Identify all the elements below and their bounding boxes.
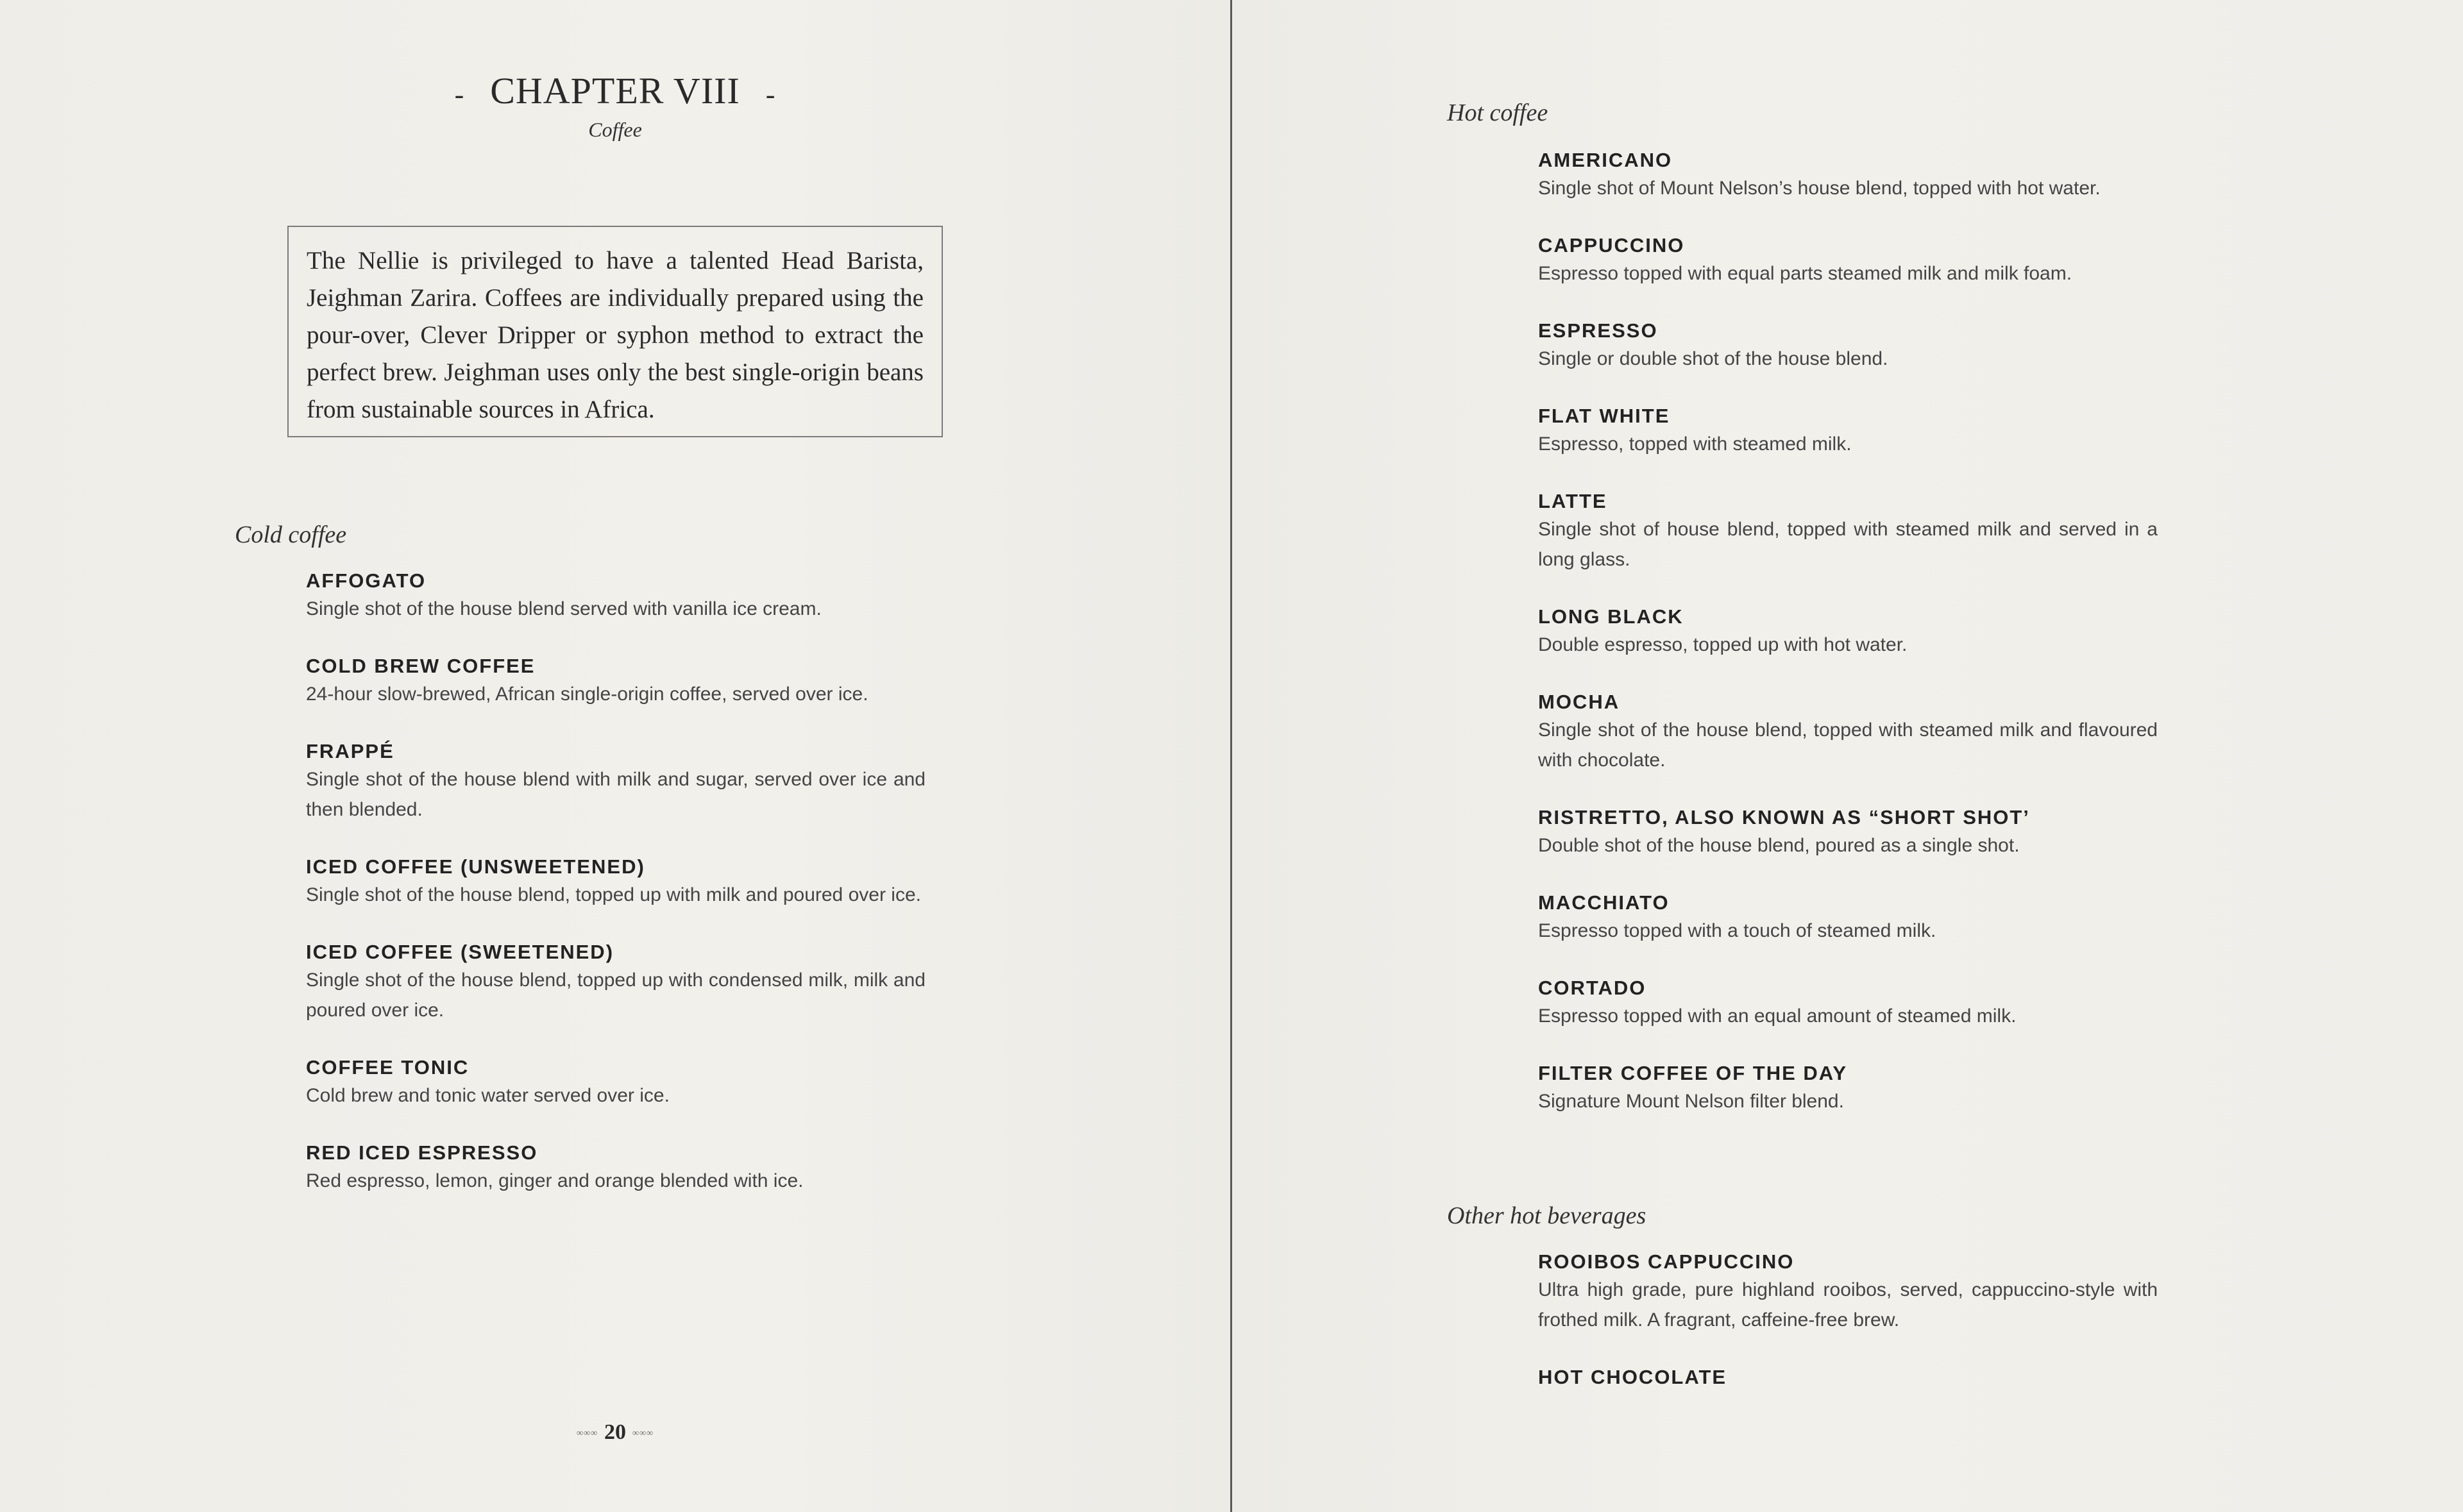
menu-item-description: Single shot of the house blend served with vanilla ice cream. [306,598,822,619]
menu-item-description: 24-hour slow-brewed, African single-origin coffee, served over ice. [306,684,868,705]
menu-item-name: MACCHIATO [1538,891,1670,914]
menu-item-name: FLAT WHITE [1538,405,1670,427]
menu-item-name: ESPRESSO [1538,319,1658,342]
menu-item [1538,147,2158,203]
page-ornament-right: ∞∞∞ [632,1429,654,1439]
cold-coffee-list [306,568,926,1225]
right-page [1233,0,2463,1512]
menu-item [1538,689,2158,775]
menu-item-name: RISTRETTO, ALSO KNOWN AS “SHORT SHOT’ [1538,806,2030,828]
menu-item-description: Espresso topped with an equal amount of steamed milk. [1538,1005,2017,1027]
menu-item-name: MOCHA [1538,691,1620,713]
menu-item-name: LONG BLACK [1538,605,1684,628]
menu-item-description: Signature Mount Nelson filter blend. [1538,1091,1844,1112]
menu-item-description: Single shot of the house blend, topped up with milk and poured over ice. [306,884,921,905]
chapter-heading [0,69,1230,112]
menu-item-name: ICED COFFEE (SWEETENED) [306,941,614,963]
menu-item [1538,604,2158,660]
menu-item-description: Espresso, topped with steamed milk. [1538,433,1852,455]
menu-item [1538,233,2158,289]
section-title-other-hot-beverages: Other hot beverages [1447,1202,1646,1229]
chapter-subtitle: Coffee [588,118,642,141]
menu-item [1538,975,2158,1031]
hot-coffee-list [1538,147,2158,1146]
section-title-hot-coffee: Hot coffee [1447,99,1548,126]
menu-item-name: HOT CHOCOLATE [1538,1366,1727,1388]
page-divider [1230,0,1232,1512]
chapter-dash-left: - [454,79,465,111]
menu-item [1538,403,2158,459]
menu-item-name: AMERICANO [1538,149,1673,171]
menu-item [306,854,926,910]
menu-item-name: COFFEE TONIC [306,1056,470,1079]
menu-item-description: Single shot of the house blend, topped up with condensed milk, milk and poured over ice. [306,970,926,1021]
menu-item [306,653,926,709]
menu-item-name: ICED COFFEE (UNSWEETENED) [306,855,645,878]
menu-item [306,1055,926,1111]
section-title-cold-coffee: Cold coffee [235,521,347,548]
menu-item-description: Red espresso, lemon, ginger and orange blended with ice. [306,1170,804,1191]
menu-item-description: Single shot of the house blend with milk and sugar, served over ice and then blended. [306,769,926,820]
menu-item [1538,1365,2158,1390]
menu-item [306,1140,926,1196]
menu-item-name: FRAPPÉ [306,740,394,762]
menu-item-description: Single or double shot of the house blend. [1538,348,1888,369]
left-page [0,0,1230,1512]
menu-item [1538,1249,2158,1335]
menu-item-name: LATTE [1538,490,1607,512]
menu-item-name: FILTER COFFEE OF THE DAY [1538,1062,1848,1084]
page-number-value: 20 [604,1420,626,1444]
menu-item-description: Espresso topped with a touch of steamed milk. [1538,920,1936,941]
chapter-dash-right: - [765,79,776,111]
menu-item-description: Double espresso, topped up with hot water. [1538,634,1908,655]
menu-item-name: CAPPUCCINO [1538,234,1685,256]
menu-item-description: Single shot of the house blend, topped with steamed milk and flavoured with chocolate. [1538,719,2158,771]
page-ornament-left: ∞∞∞ [577,1429,598,1439]
menu-item [306,939,926,1025]
menu-item [306,739,926,825]
menu-item-name: RED ICED ESPRESSO [306,1141,538,1164]
menu-item-description: Double shot of the house blend, poured as a single shot. [1538,835,2020,856]
menu-item [1538,318,2158,374]
menu-item-description: Single shot of Mount Nelson’s house blend, topped with hot water. [1538,178,2101,199]
page-number [0,1420,1230,1445]
chapter-title: CHAPTER VIII [490,70,740,112]
menu-item-name: COLD BREW COFFEE [306,655,536,677]
menu-item-description: Single shot of house blend, topped with steamed milk and served in a long glass. [1538,519,2158,570]
other-hot-beverages-list [1538,1249,2158,1420]
menu-item-name: ROOIBOS CAPPUCCINO [1538,1250,1795,1273]
menu-item-description: Cold brew and tonic water served over ice. [306,1085,670,1106]
menu-item [306,568,926,624]
menu-item-name: CORTADO [1538,977,1646,999]
menu-item [1538,890,2158,946]
menu-item [1538,1061,2158,1116]
menu-item-description: Espresso topped with equal parts steamed milk and milk foam. [1538,263,2072,284]
intro-box: The Nellie is privileged to have a talented Head Barista, Jeighman Zarira. Coffees are individually prepared using the pour-over, Clever Dripper or syphon method to extract the perfect brew. Jeighman uses only the best single-origin beans from sustainable sources in Africa. [287,226,943,437]
menu-item-description: Ultra high grade, pure highland rooibos, served, cappuccino-style with frothed milk. A fragrant, caffeine-free brew. [1538,1279,2158,1331]
menu-item [1538,489,2158,575]
menu-item-name: AFFOGATO [306,569,427,592]
menu-item [1538,805,2158,861]
